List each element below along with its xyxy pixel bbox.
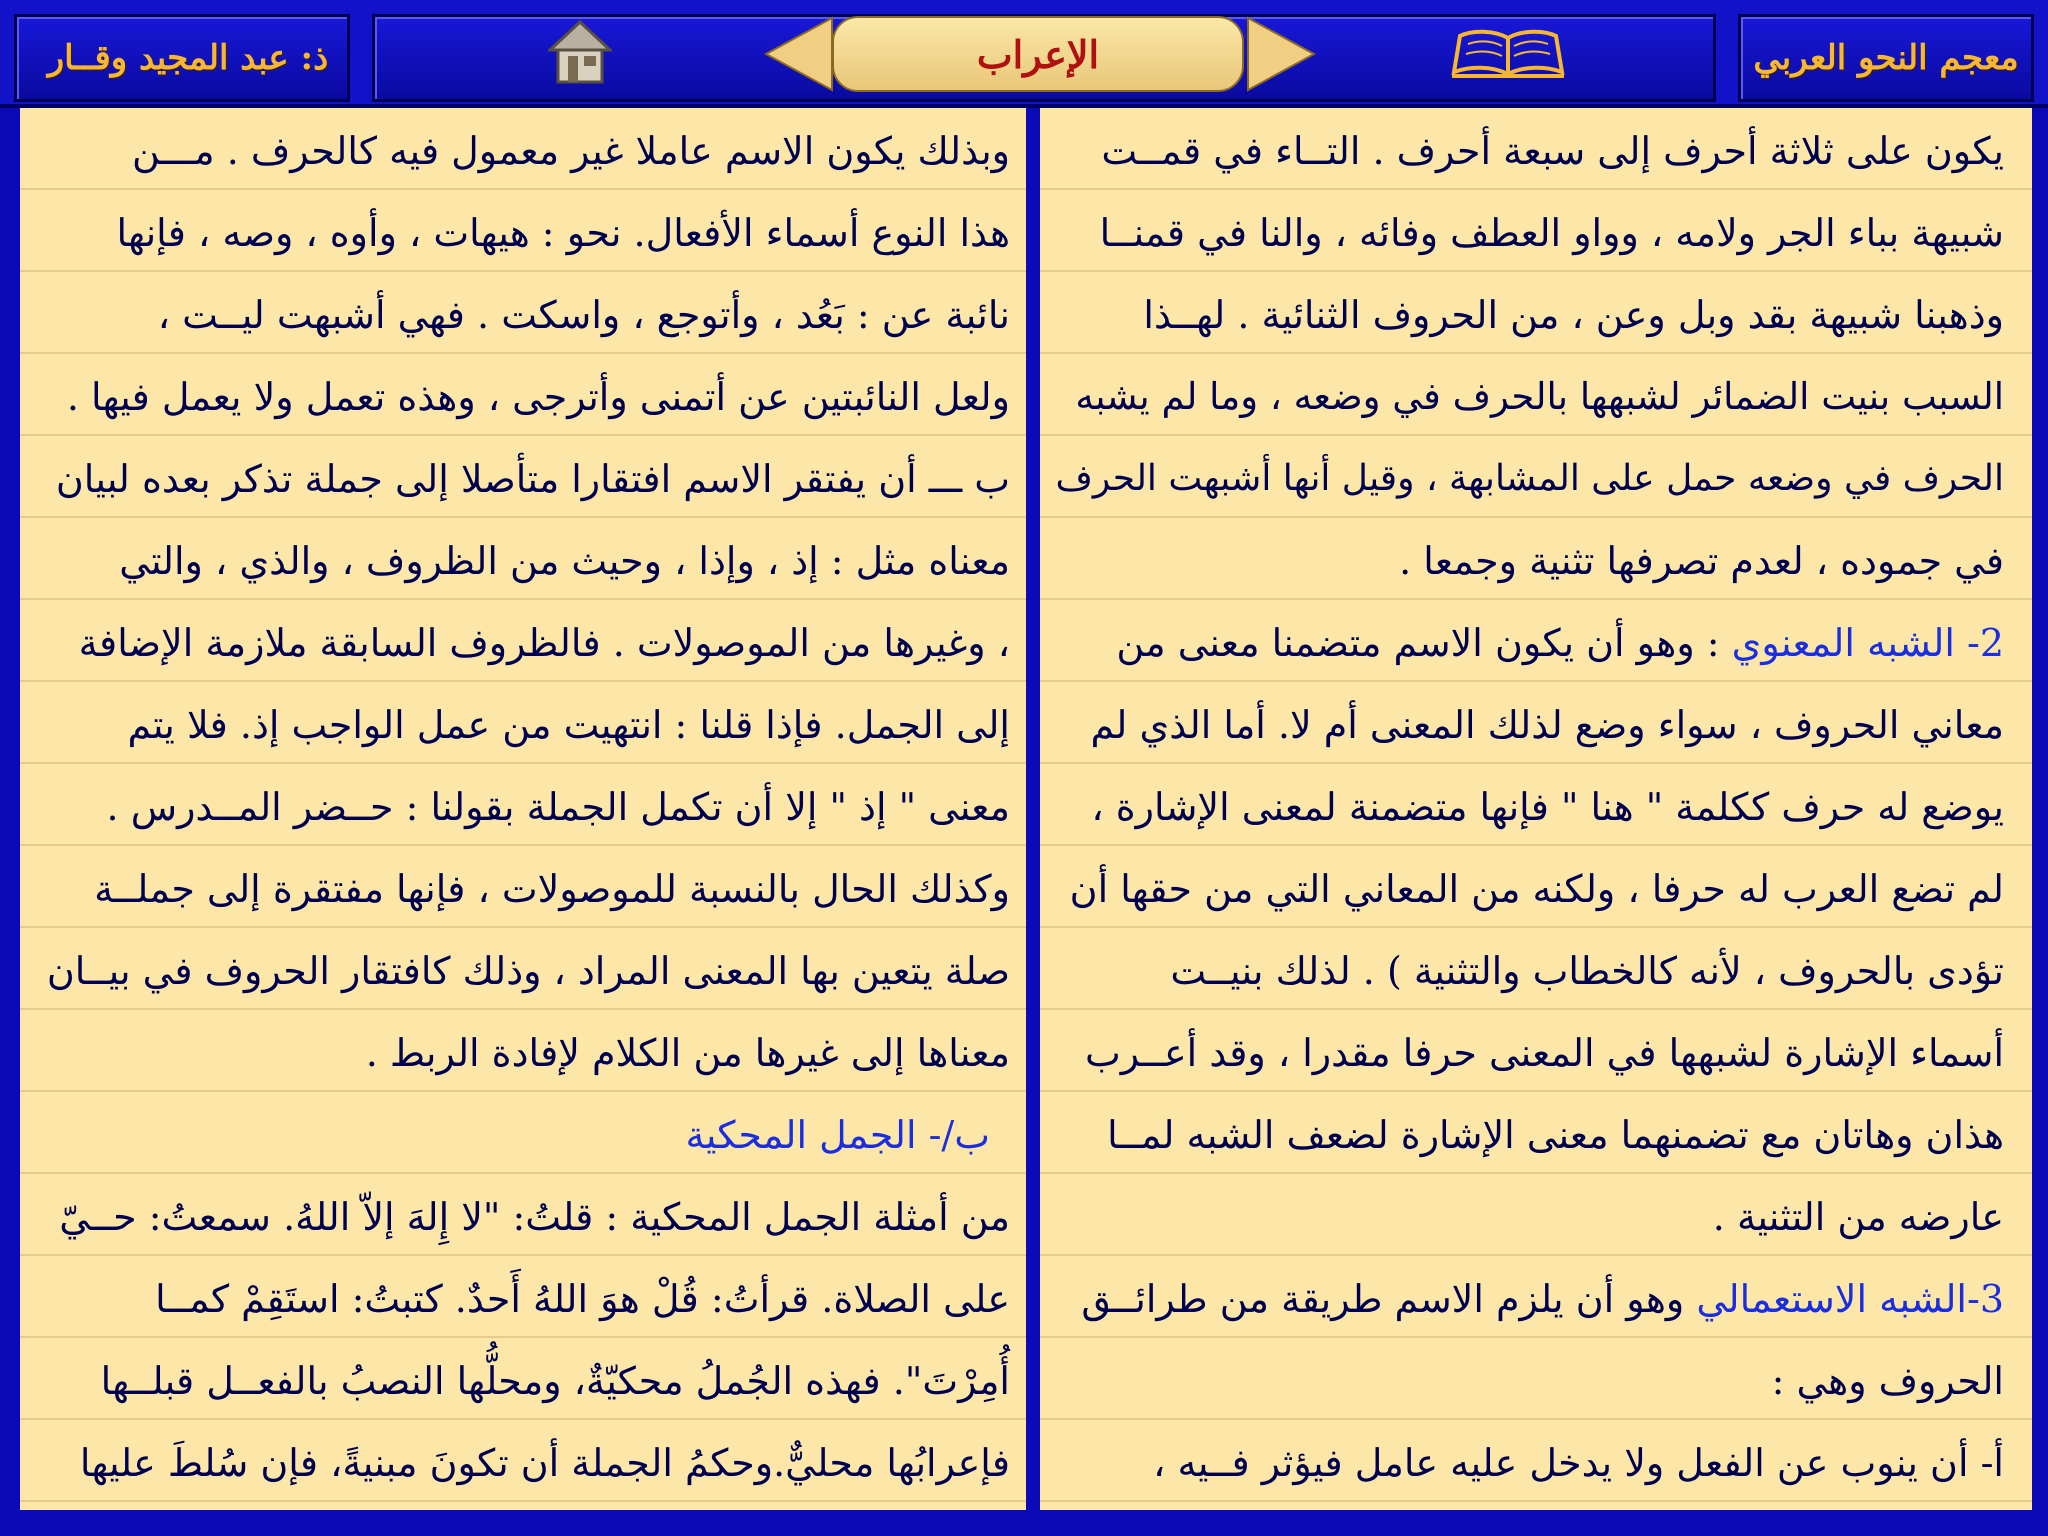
text-line: على الصلاة. قرأتُ: قُلْ هوَ اللهُ أَحدٌ. كتبتُ: استَقِمْ كمــا bbox=[155, 1277, 1010, 1321]
text-line: أ- أن ينوب عن الفعل ولا يدخل عليه عامل فيؤثر فــيه ، bbox=[1153, 1441, 2004, 1485]
text-line: إلى الجمل. فإذا قلنا : انتهيت من عمل الواجب إذ. فلا يتم bbox=[127, 703, 1010, 747]
text-line: من أمثلة الجمل المحكية : قلتُ: "لا إِلهَ إلاّ اللهُ. سمعتُ: حــيّ bbox=[59, 1195, 1010, 1239]
open-book-icon[interactable] bbox=[1450, 28, 1566, 80]
arrow-left-icon[interactable] bbox=[764, 16, 834, 92]
text-line: عارضه من التثنية . bbox=[1712, 1195, 2004, 1239]
text-line: الحرف في وضعه حمل على المشابهة ، وقيل أنها أشبهت الحرف bbox=[1055, 458, 2004, 499]
text-line: السبب بنيت الضمائر لشبهها بالحرف في وضعه ، وما لم يشبه bbox=[1075, 375, 2004, 418]
section-heading: ب/- الجمل المحكية bbox=[685, 1113, 990, 1157]
text-line: هذان وهاتان مع تضمنهما معنى الإشارة لضعف الشبه لمــا bbox=[1107, 1113, 2004, 1157]
arrow-right-icon[interactable] bbox=[1246, 16, 1316, 92]
text-line: هذا النوع أسماء الأفعال. نحو : هيهات ، وأوه ، وصه ، فإنها bbox=[116, 211, 1010, 255]
text-line: معناه مثل : إذ ، وإذا ، وحيث من الظروف ، والذي ، والتي bbox=[119, 539, 1010, 583]
heading-2-line bbox=[1116, 602, 2004, 684]
text-line: نائبة عن : بَعُد ، وأتوجع ، واسكت . فهي أشبهت ليــت ، bbox=[157, 293, 1010, 337]
section-title-tab bbox=[832, 16, 1244, 92]
heading-3-text: وهو أن يلزم الاسم طريقة من طرائــق bbox=[1081, 1277, 1697, 1321]
home-icon[interactable] bbox=[548, 18, 612, 86]
text-line: أُمِرْتَ". فهذه الجُملُ محكيّةٌ، ومحلُّها النصبُ بالفعــل قبلــها bbox=[100, 1359, 1010, 1403]
book-spine bbox=[1026, 108, 1040, 1510]
text-line: وذهبنا شبيهة بقد وبل وعن ، من الحروف الثنائية . لهــذا bbox=[1143, 293, 2004, 337]
text-line: معاني الحروف ، سواء وضع لذلك المعنى أم لا. أما الذي لم bbox=[1090, 703, 2004, 747]
heading-3-label: 3-الشبه الاستعمالي bbox=[1696, 1277, 2004, 1321]
app-title-panel bbox=[1738, 14, 2034, 102]
author-name: ذ: عبد المجيد وقــار bbox=[47, 38, 329, 78]
text-line: صلة يتعين بها المعنى المراد ، وذلك كافتقار الحروف في بيــان bbox=[46, 949, 1010, 993]
text-line: شبيهة بباء الجر ولامه ، وواو العطف وفائه ، والنا في قمنــا bbox=[1099, 211, 2004, 255]
text-line: تؤدى بالحروف ، لأنه كالخطاب والتثنية ) . لذلك بنيــت bbox=[1170, 949, 2004, 993]
text-line: يوضع له حرف ككلمة " هنا " فإنها متضمنة لمعنى الإشارة ، bbox=[1091, 785, 2004, 829]
section-title: الإعراب bbox=[976, 31, 1100, 77]
top-toolbar bbox=[0, 0, 2048, 108]
left-page[interactable] bbox=[20, 108, 1026, 1510]
text-line: لم تضع العرب له حرفا ، ولكنه من المعاني التي من حقها أن bbox=[1069, 867, 2004, 911]
text-line: معنى " إذ " إلا أن تكمل الجملة بقولنا : حــضر المــدرس . bbox=[106, 785, 1010, 829]
text-line: وبذلك يكون الاسم عاملا غير معمول فيه كالحرف . مـــن bbox=[131, 129, 1010, 173]
app-title: معجم النحو العربي bbox=[1753, 38, 2019, 78]
heading-2-text: : وهو أن يكون الاسم متضمنا معنى من bbox=[1116, 621, 1732, 665]
text-line: وكذلك الحال بالنسبة للموصولات ، فإنها مفتقرة إلى جملــة bbox=[94, 867, 1010, 911]
text-line: معناها إلى غيرها من الكلام لإفادة الربط . bbox=[365, 1031, 1010, 1075]
right-page[interactable] bbox=[1040, 108, 2032, 1510]
bottom-frame bbox=[0, 1510, 2048, 1536]
text-line: أسماء الإشارة لشبهها في المعنى حرفا مقدرا ، وقد أعــرب bbox=[1085, 1031, 2004, 1075]
text-line: ، وغيرها من الموصولات . فالظروف السابقة ملازمة الإضافة bbox=[78, 621, 1010, 665]
text-line: يكون على ثلاثة أحرف إلى سبعة أحرف . التــاء في قمــت bbox=[1101, 129, 2004, 173]
text-line: في جموده ، لعدم تصرفها تثنية وجمعا . bbox=[1399, 539, 2004, 583]
text-line: فإعرابُها محليٌّ.وحكمُ الجملة أن تكونَ مبنيةً، فإن سُلطَ عليها bbox=[79, 1441, 1010, 1485]
heading-2-label: 2- الشبه المعنوي bbox=[1731, 621, 2004, 665]
author-panel bbox=[14, 14, 350, 102]
text-line: الحروف وهي : bbox=[1771, 1359, 2004, 1403]
text-line: ولعل النائبتين عن أتمنى وأترجى ، وهذه تعمل ولا يعمل فيها . bbox=[66, 375, 1010, 419]
heading-3-line bbox=[1081, 1258, 2004, 1340]
text-line: ب ـــ أن يفتقر الاسم افتقارا متأصلا إلى جملة تذكر بعده لبيان bbox=[55, 457, 1010, 501]
